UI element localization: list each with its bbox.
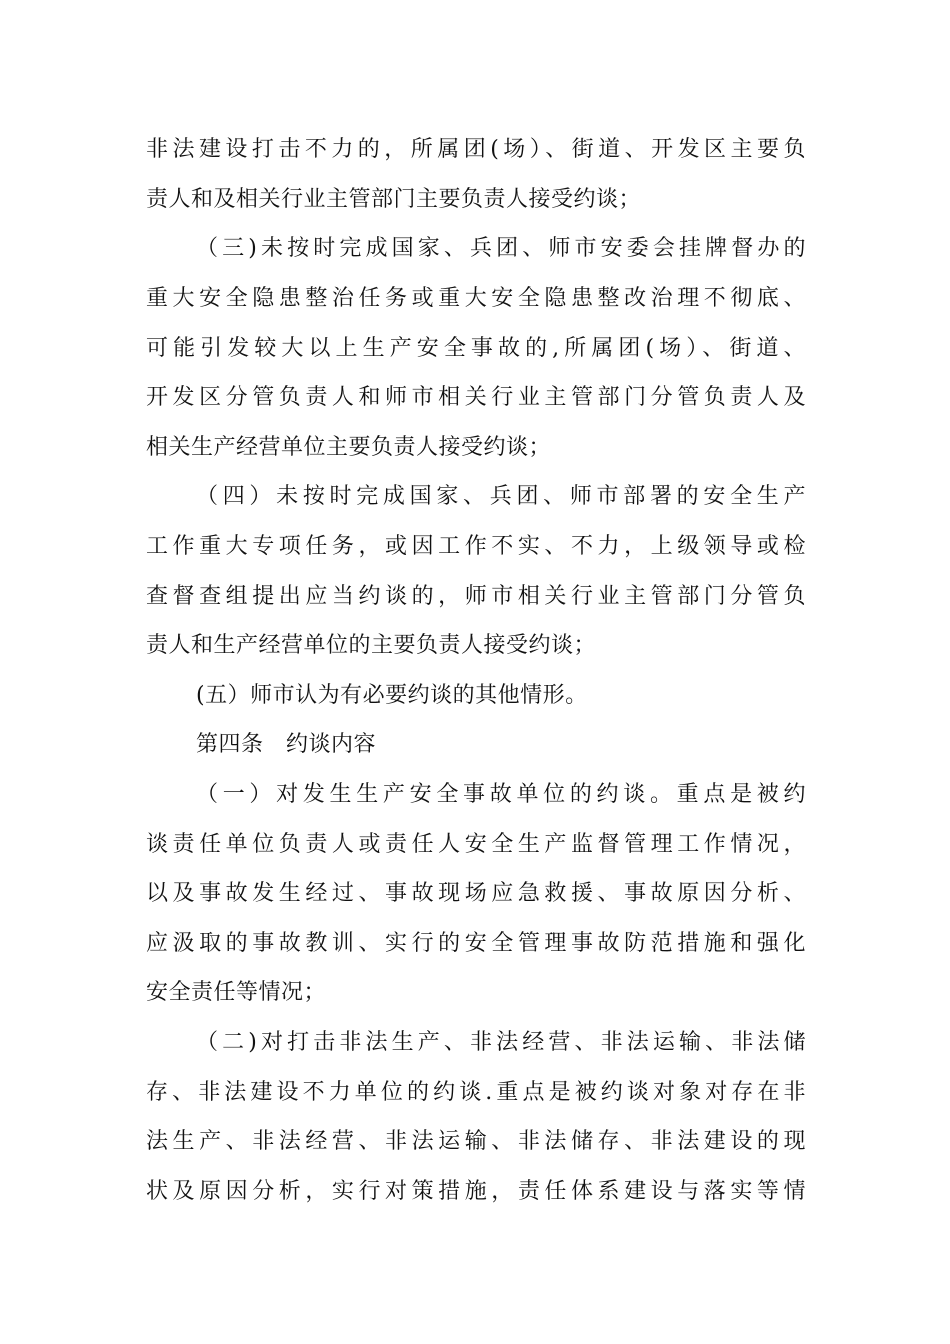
text-line: 重大安全隐患整治任务或重大安全隐患整改治理不彻底、 — [146, 286, 806, 311]
text-line: 责人和及相关行业主管部门主要负责人接受约谈； — [146, 187, 642, 212]
text-line: 非法建设打击不力的，所属团(场）、街道、开发区主要负 — [146, 137, 806, 162]
text-line: （三)未按时完成国家、兵团、师市安委会挂牌督办的 — [196, 236, 806, 261]
text-line: 责人和生产经营单位的主要负责人接受约谈； — [146, 633, 597, 658]
text-line: 安全责任等情况； — [146, 980, 327, 1005]
text-line: 开发区分管负责人和师市相关行业主管部门分管负责人及 — [146, 385, 806, 410]
text-line: 以及事故发生经过、事故现场应急救援、事故原因分析、 — [146, 881, 806, 906]
text-line: （二)对打击非法生产、非法经营、非法运输、非法储 — [196, 1030, 806, 1055]
text-line: （一）对发生生产安全事故单位的约谈。重点是被约 — [196, 782, 806, 807]
text-line: 工作重大专项任务，或因工作不实、不力，上级领导或检 — [146, 534, 806, 559]
text-line: 查督查组提出应当约谈的，师市相关行业主管部门分管负 — [146, 584, 806, 609]
text-line: 相关生产经营单位主要负责人接受约谈； — [146, 435, 552, 460]
text-line: (五）师市认为有必要约谈的其他情形。 — [196, 683, 588, 708]
text-line: 法生产、非法经营、非法运输、非法储存、非法建设的现 — [146, 1129, 806, 1154]
text-line: 存、非法建设不力单位的约谈.重点是被约谈对象对存在非 — [146, 1080, 806, 1105]
text-line: 状及原因分析，实行对策措施，责任体系建设与落实等情 — [146, 1179, 806, 1204]
text-line: （四）未按时完成国家、兵团、师市部署的安全生产 — [196, 484, 806, 509]
text-line: 可能引发较大以上生产安全事故的,所属团(场）、街道、 — [146, 336, 806, 361]
text-line: 应汲取的事故教训、实行的安全管理事故防范措施和强化 — [146, 931, 806, 956]
section-heading: 第四条 约谈内容 — [196, 732, 377, 757]
text-line: 谈责任单位负责人或责任人安全生产监督管理工作情况， — [146, 832, 806, 857]
